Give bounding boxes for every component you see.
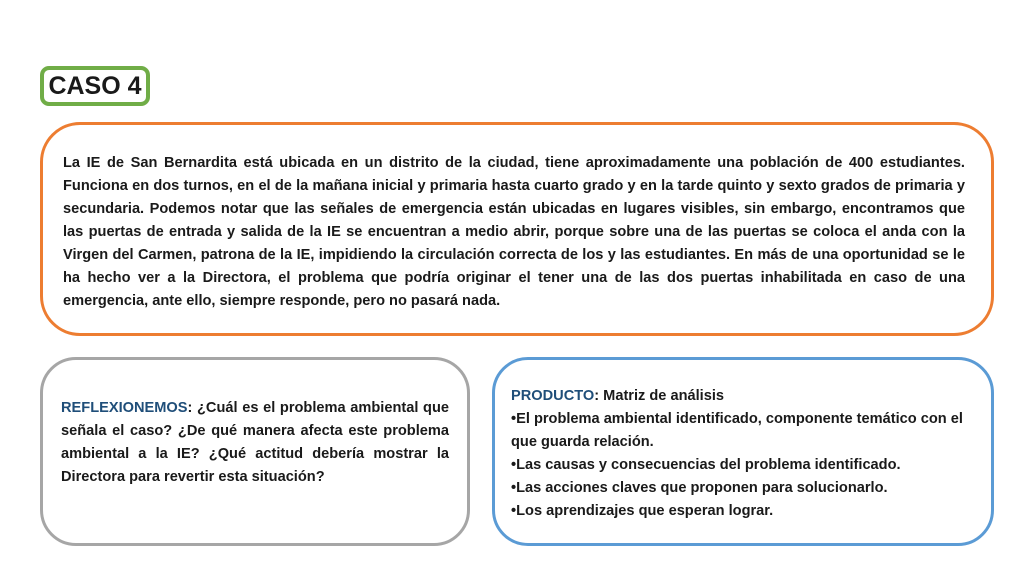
producto-heading (511, 385, 977, 408)
case-description-box (40, 122, 994, 336)
producto-box (492, 357, 994, 546)
producto-item: •El problema ambiental identificado, componente temático con el que guarda relación. (511, 411, 963, 450)
producto-list (511, 408, 977, 523)
case-title (40, 66, 150, 106)
reflexion-label: REFLEXIONEMOS (61, 400, 188, 416)
reflexion-box (40, 357, 470, 546)
producto-item: •Los aprendizajes que esperan lograr. (511, 503, 774, 519)
producto-item: •Las causas y consecuencias del problema identificado. (511, 457, 901, 473)
producto-item: •Las acciones claves que proponen para solucionarlo. (511, 480, 888, 496)
reflexion-questions: : ¿Cuál es el problema ambiental que señala el caso? ¿De qué manera afecta este problema ambiental a la IE? ¿Qué actitud debería mostrar la Directora para revertir esta situación? (61, 400, 449, 485)
producto-heading-text: : Matriz de análisis (594, 388, 725, 404)
case-description-text: La IE de San Bernardita está ubicada en un distrito de la ciudad, tiene aproximadamente una población de 400 estudiantes. Funciona en dos turnos, en el de la mañana inicial y primaria hasta cuarto grado y en la tarde quinto y sexto grados de primaria y secundaria. Podemos notar que las señales de emergencia están ubicadas en lugares visibles, sin embargo, encontramos que las puertas de entrada y salida de la IE se encuentran a medio abrir, porque sobre una de las puertas se coloca el anda con la Virgen del Carmen, patrona de la IE, impidiendo la circulación correcta de los y las estudiantes. En más de una oportunidad se le ha hecho ver a la Directora, el problema que podría originar el tener una de las dos puertas inhabilitada en caso de una emergencia, ante ello, siempre responde, pero no pasará nada. (63, 155, 965, 309)
producto-label: PRODUCTO (511, 388, 595, 404)
reflexion-text (61, 397, 449, 489)
case-title-text: CASO 4 (48, 71, 142, 100)
